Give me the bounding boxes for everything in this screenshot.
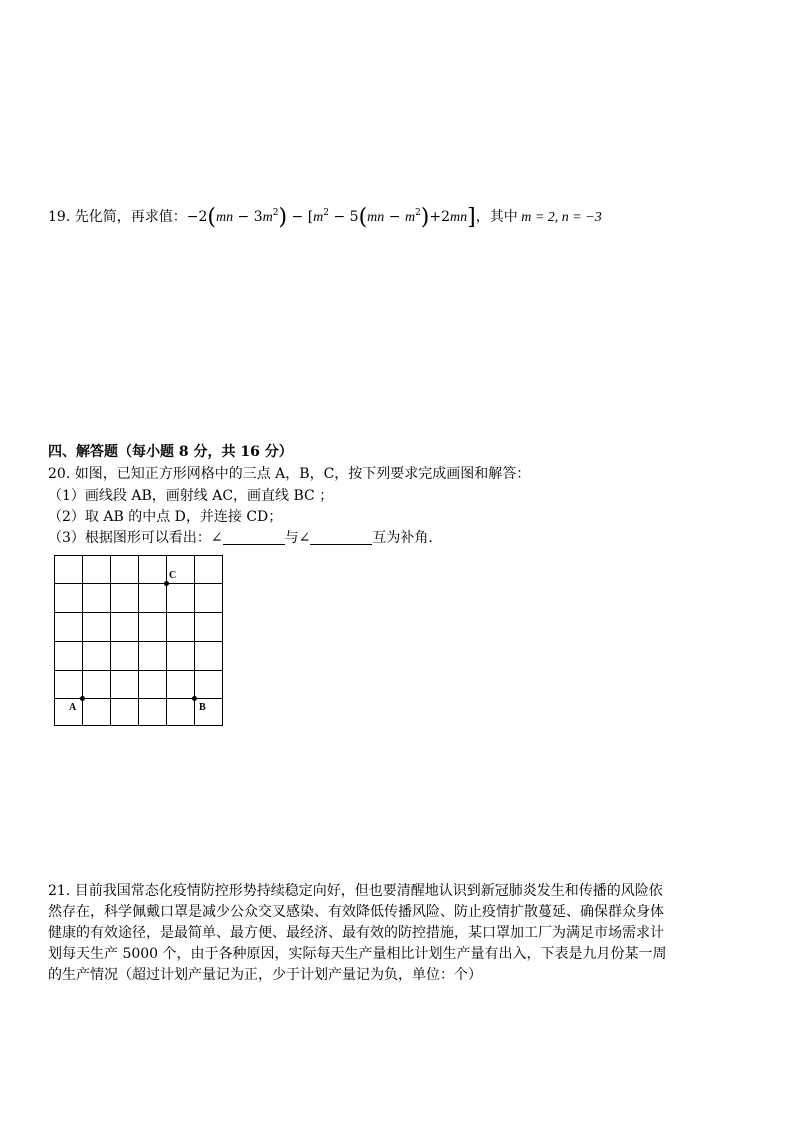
q20-stem: 20. 如图，已知正方形网格中的三点 A，B，C，按下列要求完成画图和解答：	[48, 466, 531, 482]
q19-where: 其中	[489, 209, 518, 225]
q21-line-2: 然存在，科学佩戴口罩是减少公众交叉感染、有效降低传播风险、防止疫情扩散蔓延、确保群众身体	[48, 904, 664, 920]
q20-part1: （1）画线段 AB，画射线 AC，画直线 BC ；	[48, 488, 334, 504]
q21-line-1: 21. 目前我国常态化疫情防控形势持续稳定向好，但也要清醒地认识到新冠肺炎发生和传播的风险依	[48, 883, 663, 899]
point-c-dot	[164, 581, 169, 586]
point-a-label: A	[69, 702, 77, 713]
q20-part3: （3）根据图形可以看出：∠ 与∠ 互为补角．	[48, 530, 443, 546]
point-b-dot	[192, 696, 197, 701]
answer-blank-1[interactable]	[223, 530, 285, 545]
answer-blank-2[interactable]	[310, 530, 372, 545]
point-a-dot	[80, 696, 85, 701]
q20-part2: （2）取 AB 的中点 D，并连接 CD；	[48, 509, 283, 525]
q19-condition: m = 2, n = −3	[517, 210, 602, 225]
q21-line-5: 的生产情况（超过计划产量记为正，少于计划产量记为负，单位：个）	[48, 967, 482, 983]
q19-expr: $-2(mn - 3m^2) - [m^2 - 5(mn - m^2)+2mn]$	[186, 205, 476, 230]
q21-line-3: 健康的有效途径，是最简单、最方便、最经济、最有效的防控措施，某口罩加工厂为满足市场需求计	[48, 925, 664, 941]
q21-line-4: 划每天生产 5000 个，由于各种原因，实际每天生产量相比计划生产量有出入，下表是九月份某一周	[48, 946, 667, 962]
point-c-label: C	[169, 570, 177, 581]
section-heading: 四、解答题（每小题 8 分，共 16 分）	[48, 444, 293, 460]
q19-line: 19. 先化简，再求值：$-2(mn - 3m^2) - [m^2 - 5(mn - m^2)+2mn]$，其中 m = 2, n = −3	[48, 205, 602, 230]
point-b-label: B	[199, 702, 206, 713]
q19-label: 19. 先化简，再求值：	[48, 209, 187, 225]
